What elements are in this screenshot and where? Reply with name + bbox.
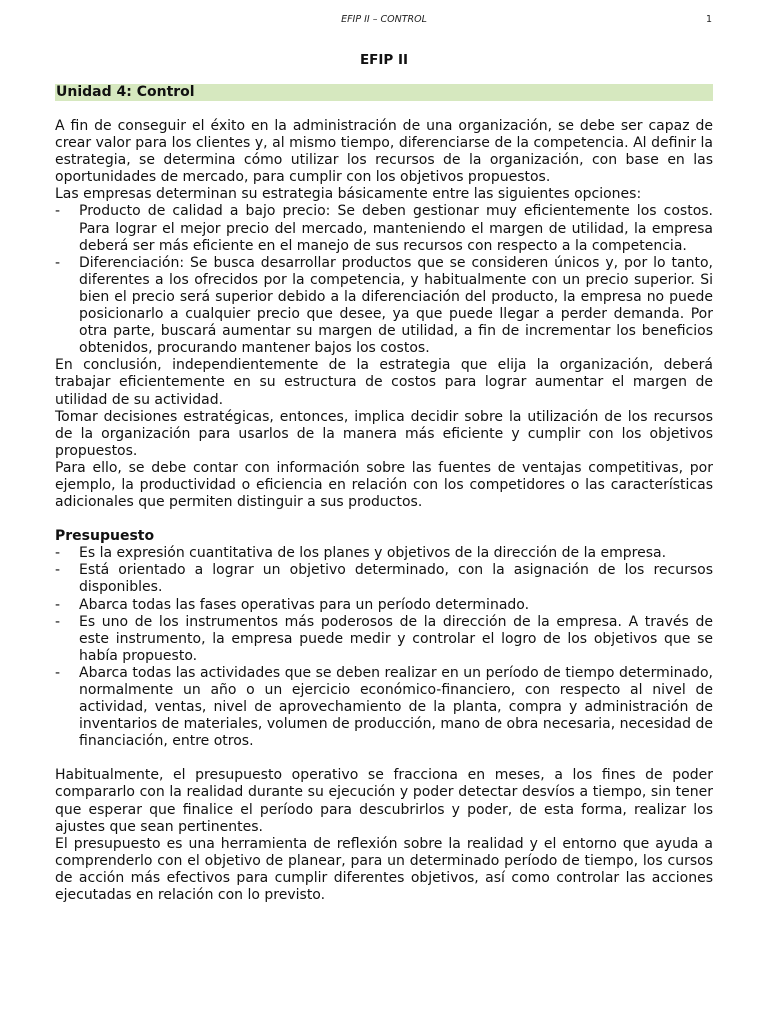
list-item — [55, 562, 713, 596]
list-item-text: Diferenciación: Se busca desarrollar productos que se consideren únicos y, por lo tanto, diferentes a los ofrecidos por la competencia, y habitualmente con un precio superior. Si bien el precio será superior debido a la diferenciación del producto, la empresa no puede posicionarlo a cualquier precio que desee, ya que puede llegar a perder demanda. Por otra parte, buscará aumentar su margen de utilidad, a fin de incrementar los beneficios obtenidos, procurando mantener bajos los costos. — [79, 254, 713, 357]
list-item — [55, 203, 713, 254]
section-heading: Presupuesto — [55, 528, 155, 545]
paragraph: Tomar decisiones estratégicas, entonces, implica decidir sobre la utilización de los recursos de la organización para usarlos de la manera más eficiente y cumplir con los objetivos propuestos. — [55, 408, 713, 459]
list-item-text: Está orientado a lograr un objetivo determinado, con la asignación de los recursos disponibles. — [79, 562, 713, 596]
running-title: EFIP II – CONTROL — [341, 14, 427, 25]
page-number: 1 — [705, 14, 712, 25]
list-item — [55, 665, 713, 750]
dash-bullet: - — [55, 254, 61, 271]
document-title: EFIP II — [359, 52, 409, 68]
unit-heading: Unidad 4: Control — [55, 84, 713, 101]
dash-bullet: - — [55, 203, 61, 220]
list-item — [55, 255, 713, 358]
list-item — [55, 614, 713, 665]
list-item-text: Es la expresión cuantitativa de los planes y objetivos de la dirección de la empresa. — [79, 545, 667, 562]
list-item — [55, 545, 713, 562]
running-header — [0, 14, 768, 28]
list-item-text: Producto de calidad a bajo precio: Se deben gestionar muy eficientemente los costos. Para lograr el mejor precio del mercado, manteniendo el margen de utilidad, la empresa deberá ser más eficiente en el manejo de sus recursos con respecto a la competencia. — [79, 203, 713, 254]
list-item-text: Es uno de los instrumentos más poderosos de la dirección de la empresa. A través de este instrumento, la empresa puede medir y controlar el logro de los objetivos que se había propuesto. — [79, 613, 713, 664]
paragraph: Las empresas determinan su estrategia básicamente entre las siguientes opciones: — [55, 186, 642, 203]
document-body — [55, 84, 713, 904]
list-item-text: Abarca todas las fases operativas para un período determinado. — [79, 596, 530, 613]
paragraph: A fin de conseguir el éxito en la administración de una organización, se debe ser capaz de crear valor para los clientes y, al mismo tiempo, diferenciarse de la competencia. Al definir la estrategia, se determina cómo utilizar los recursos de la organización, con base en las oportunidades de mercado, para cumplir con los objetivos propuestos. — [55, 118, 713, 186]
dash-bullet: - — [55, 545, 61, 562]
dash-bullet: - — [55, 596, 61, 613]
paragraph: El presupuesto es una herramienta de reflexión sobre la realidad y el entorno que ayuda a comprenderlo con el objetivo de planear, para un determinado período de tiempo, los cursos de acción más efectivos para cumplir diferentes objetivos, así como controlar las acciones ejecutadas en relación con lo previsto. — [55, 835, 713, 904]
paragraph: En conclusión, independientemente de la estrategia que elija la organización, deberá trabajar eficientemente en su estructura de costos para lograr aumentar el margen de utilidad de su actividad. — [55, 357, 713, 408]
budget-list — [55, 545, 713, 750]
paragraph: Habitualmente, el presupuesto operativo se fracciona en meses, a los fines de poder compararlo con la realidad durante su ejecución y poder detectar desvíos a tiempo, sin tener que esperar que finalice el período para descubrirlos y poder, de esta forma, realizar los ajustes que sean pertinentes. — [55, 767, 713, 835]
list-item-text: Abarca todas las actividades que se deben realizar en un período de tiempo determinado, normalmente un año o un ejercicio económico-financiero, con respecto al nivel de actividad, ventas, nivel de aprovechamiento de la planta, compra y administración de inventarios de materiales, volumen de producción, mano de obra necesaria, necesidad de financiación, entre otros. — [79, 664, 713, 750]
paragraph-spacer — [55, 750, 713, 767]
list-item — [55, 597, 713, 614]
paragraph: Para ello, se debe contar con información sobre las fuentes de ventajas competitivas, por ejemplo, la productividad o eficiencia en relación con los competidores o las características adicionales que permiten distinguir a sus productos. — [55, 459, 713, 511]
dash-bullet: - — [55, 664, 61, 681]
dash-bullet: - — [55, 613, 61, 630]
strategy-list — [55, 203, 713, 357]
dash-bullet: - — [55, 562, 61, 579]
